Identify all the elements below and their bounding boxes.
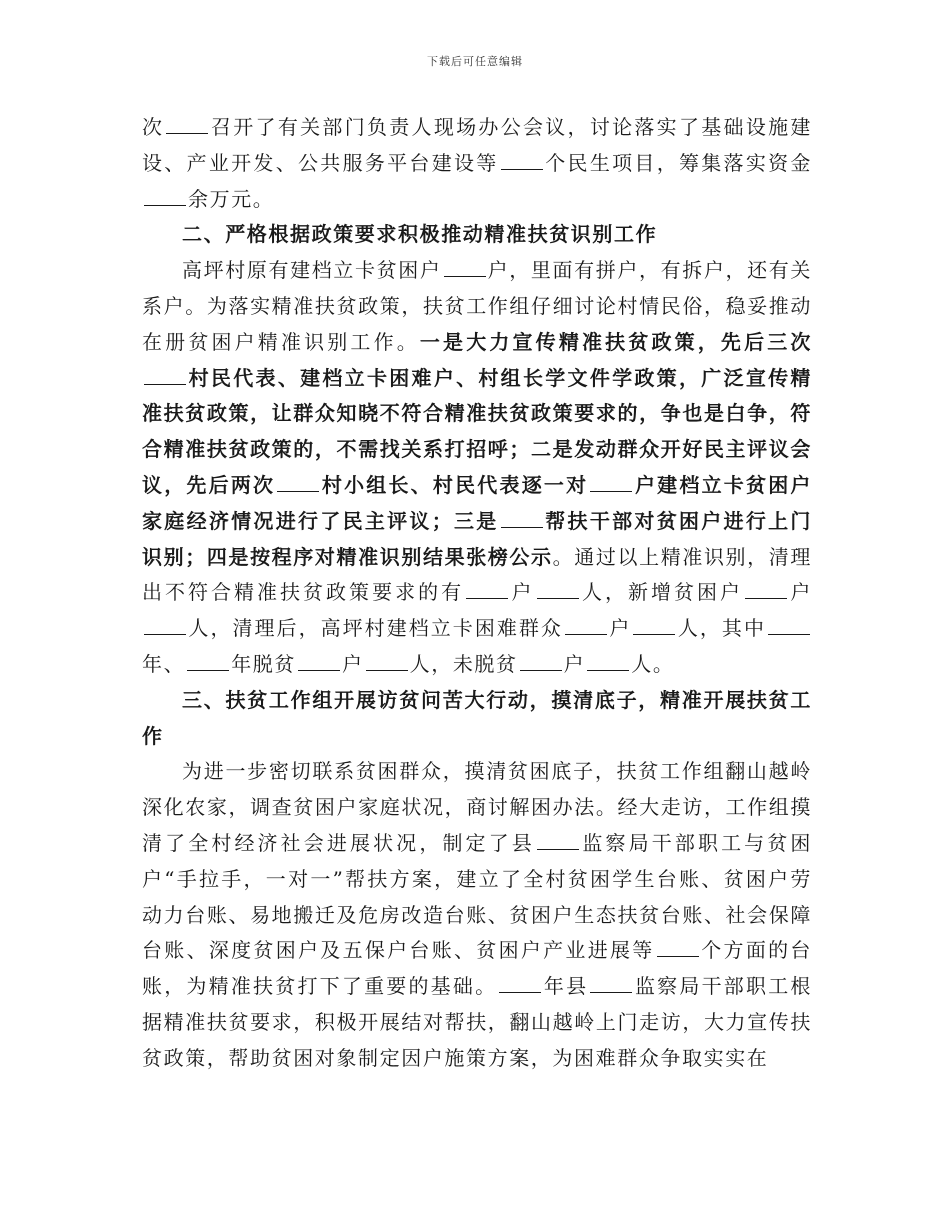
- text-run: 为进一步密切联系贫困群众，摸清贫困底子，扶贫工作组翻山越岭深化农家，调查贫困户家庭状况，商讨解困办法。经大走访，工作组摸清了全村经济社会进展状况，制定了县: [142, 759, 812, 855]
- text-run: 人。: [631, 651, 675, 676]
- text-run: 年县: [543, 974, 589, 999]
- fill-in-blank: [366, 652, 408, 671]
- section-heading: [142, 217, 812, 253]
- document-body: [142, 110, 812, 1077]
- text-run: 监察局干部职工根据精准扶贫要求，积极开展结对帮扶，翻山越岭上门走访，大力宣传扶贫政策，帮助贫困对象制定因户施策方案，为困难群众争取实实在: [142, 974, 812, 1070]
- fill-in-blank: [537, 580, 579, 599]
- bold-text-run: 村民代表、建档立卡困难户、村组长学文件学政策，广泛宣传精准扶贫政策，让群众知晓不符合精准扶贫政策要求的，争也是白争，符合精准扶贫政策的，不需找关系打招呼；二是发动群众开好民主评议会议，先后两次: [142, 365, 812, 497]
- body-paragraph: [142, 754, 812, 1076]
- text-run: 人，其中: [677, 616, 766, 641]
- text-run: 年、: [142, 651, 186, 676]
- bold-text-run: 三、扶贫工作组开展访贫问苦大行动，摸清底子，精准开展扶贫工作: [142, 687, 812, 748]
- fill-in-blank: [501, 151, 543, 170]
- fill-in-blank: [657, 938, 699, 957]
- fill-in-blank: [298, 652, 340, 671]
- bold-text-run: 村小组长、村民代表逐一对: [321, 472, 589, 497]
- fill-in-blank: [768, 616, 810, 635]
- text-run: 人，新增贫困户: [580, 580, 743, 605]
- text-run: 人，未脱贫: [409, 651, 518, 676]
- text-run: 个民生项目，筹集落实资金: [544, 150, 813, 175]
- text-run: 余万元。: [188, 186, 275, 211]
- text-run: 高坪村原有建档立卡贫困户: [182, 258, 442, 283]
- bold-text-run: 二、严格根据政策要求积极推动精准扶贫识别工作: [182, 222, 658, 247]
- section-heading: [142, 683, 812, 755]
- text-run: 次: [142, 115, 165, 139]
- fill-in-blank: [520, 652, 562, 671]
- fill-in-blank: [466, 580, 508, 599]
- body-paragraph-continued: [142, 110, 812, 217]
- text-run: 年脱贫: [231, 651, 297, 676]
- bold-text-run: 一是大力宣传精准扶贫政策，先后三次: [419, 329, 813, 354]
- text-run: 户: [342, 651, 364, 676]
- text-run: 个方面的台账，为精准扶贫打下了重要的基础。: [142, 938, 812, 999]
- text-run: 户，里面有拼户，有拆户，还有关系户。为落实精准扶贫政策，扶贫工作组仔细讨论村情民俗，稳妥推动在册贫困户精准识别工作。: [142, 258, 813, 354]
- text-run: 户: [789, 580, 813, 605]
- text-run: 召开了有关部门负责人现场办公会议，讨论落实了基础设施建设、产业开发、公共服务平台建设等: [142, 115, 812, 175]
- fill-in-blank: [166, 115, 208, 134]
- fill-in-blank: [633, 616, 675, 635]
- fill-in-blank: [587, 652, 629, 671]
- fill-in-blank: [144, 366, 186, 385]
- fill-in-blank: [499, 974, 541, 993]
- bold-text-run: 帮扶干部对贫困户进行上门识别；四是按程序对精准识别结果张榜公示: [142, 508, 813, 569]
- bold-text-run: 户建档立卡贫困户家庭经济情况进行了民主评议；三是: [142, 472, 812, 533]
- fill-in-blank: [590, 473, 632, 492]
- text-run: 户: [510, 580, 535, 605]
- fill-in-blank: [187, 652, 229, 671]
- text-run: 户: [608, 616, 632, 641]
- fill-in-blank: [144, 187, 186, 206]
- body-paragraph: [142, 253, 812, 683]
- fill-in-blank: [565, 616, 607, 635]
- fill-in-blank: [144, 616, 186, 635]
- text-run: 监察局干部职工与贫困户“手拉手，一对一”帮扶方案，建立了全村贫困学生台账、贫困户劳动力台账、易地搬迁及危房改造台账、贫困户生态扶贫台账、社会保障台账、深度贫困户及五保户台账、贫困户产业进展等: [142, 830, 813, 963]
- page-header: 下载后可任意编辑: [427, 55, 523, 68]
- fill-in-blank: [745, 580, 787, 599]
- fill-in-blank: [444, 258, 486, 277]
- fill-in-blank: [277, 473, 319, 492]
- fill-in-blank: [537, 831, 579, 850]
- text-run: 。通过以上精准识别，清理出不符合精准扶贫政策要求的有: [142, 544, 812, 605]
- fill-in-blank: [590, 974, 632, 993]
- text-run: 户: [563, 651, 586, 676]
- text-run: 人，清理后，高坪村建档立卡困难群众: [188, 616, 563, 641]
- fill-in-blank: [501, 509, 543, 528]
